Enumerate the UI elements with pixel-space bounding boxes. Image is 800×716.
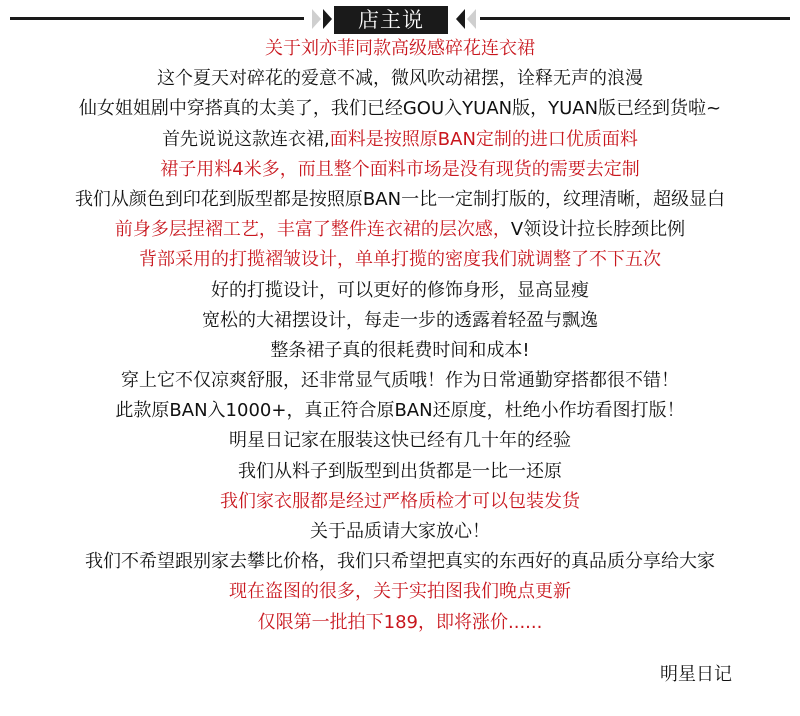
- message-line-5: 裙子用料4米多，而且整个面料市场是没有现货的需要去定制: [160, 158, 640, 180]
- message-line-7: 前身多层捏褶工艺，丰富了整件连衣裙的层次感，V领设计拉长脖颈比例: [114, 219, 686, 241]
- message-line-3: 仙女姐姐剧中穿搭真的太美了，我们已经GOU入YUAN版，YUAN版已经到货啦~: [78, 98, 722, 120]
- message-line-12: 穿上它不仅凉爽舒服，还非常显气质哦！作为日常通勤穿搭都很不错！: [121, 370, 679, 392]
- message-line-14: 明星日记家在服装这快已经有几十年的经验: [229, 430, 571, 452]
- message-line-17: 关于品质请大家放心！: [310, 521, 490, 542]
- signature: 明星日记: [660, 664, 732, 685]
- message-line-6: 我们从颜色到印花到版型都是按照原BAN一比一定制打版的，纹理清晰，超级显白: [74, 188, 726, 210]
- message-line-19: 现在盗图的很多，关于实拍图我们晚点更新: [229, 581, 571, 603]
- message-line-11: 整条裙子真的很耗费时间和成本!: [270, 339, 530, 361]
- header-chevron-left-light: [312, 9, 321, 29]
- message-line-4-emphasis: 面料是按照原BAN定制的进口优质面料: [329, 128, 638, 150]
- message-line-16: 我们家衣服都是经过严格质检才可以包装发货: [220, 490, 580, 512]
- header-chevron-left-dark: [323, 9, 332, 29]
- message-line-10: 宽松的大裙摆设计，每走一步的透露着轻盈与飘逸: [202, 309, 598, 331]
- header-title: 店主说: [334, 6, 448, 34]
- message-line-20: 仅限第一批拍下189，即将涨价......: [257, 611, 543, 633]
- section-header: [0, 0, 800, 36]
- header-rule-right: [480, 17, 790, 20]
- message-line-2: 这个夏天对碎花的爱意不减，微风吹动裙摆，诠释无声的浪漫: [157, 68, 643, 90]
- message-line-7-plain: V领设计拉长脖颈比例: [510, 219, 686, 241]
- message-line-4: 首先说说这款连衣裙,面料是按照原BAN定制的进口优质面料: [162, 128, 638, 150]
- message-line-15: 我们从料子到版型到出货都是一比一还原: [238, 460, 562, 482]
- owner-message: [0, 34, 800, 638]
- header-chevron-right-light: [467, 9, 476, 29]
- message-line-13: 此款原BAN入1000+，真正符合原BAN还原度，杜绝小作坊看图打版！: [115, 400, 685, 422]
- message-line-1: 关于刘亦菲同款高级感碎花连衣裙: [265, 38, 535, 59]
- header-chevron-right-dark: [456, 9, 465, 29]
- message-line-18: 我们不希望跟别家去攀比价格，我们只希望把真实的东西好的真品质分享给大家: [85, 551, 715, 573]
- message-line-9: 好的打揽设计，可以更好的修饰身形，显高显瘦: [211, 279, 589, 301]
- header-rule-left: [10, 17, 304, 20]
- message-line-8: 背部采用的打揽褶皱设计，单单打揽的密度我们就调整了不下五次: [139, 249, 661, 271]
